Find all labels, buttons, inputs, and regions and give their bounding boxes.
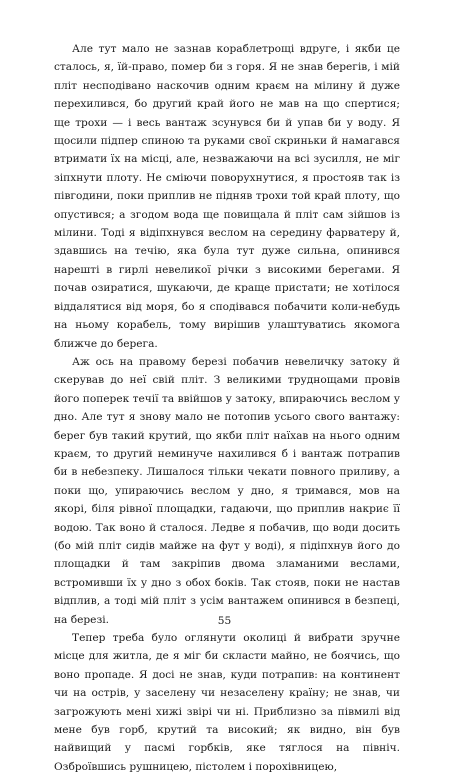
body-text xyxy=(54,40,400,776)
paragraph-1: Але тут мало не зазнав кораблетрощі вдруге, і якби це сталось, я, їй-право, помер би з горя. Я не знав берегів, і мій пліт несподівано наскочив одним краєм на мілину й дуже перехилився, бо другий край його не мав на що спертися; ще трохи — і весь вантаж зсунувся би й упав би у воду. Я щосили підпер спиною та руками свої скриньки й намагався втримати їх на місці, але, незважаючи на всі зусилля, не міг зіпхнути плоту. Не сміючи поворухнутися, я простояв так із півгодини, поки приплив не підняв трохи той край плоту, що опустився; а згодом вода ще повищала й пліт сам зійшов із мілини. Тоді я відіпхнувся веслом на середину фарватеру й, здавшись на течію, яка була тут дуже сильна, опинився нарешті в гирлі невеликої річки з високими берегами. Я почав озиратися, шукаючи, де краще пристати; не хотілося віддалятися від моря, бо я сподівався побачити коли-небудь на ньому корабель, тому вирішив улаштуватись якомога ближче до берега. xyxy=(54,43,400,350)
paragraph-2: Аж ось на правому березі побачив невеличку затоку й скерував до неї свій пліт. З великими труднощами провів його поперек течії та ввійшов у затоку, впираючись веслом у дно. Але тут я знову мало не потопив усього свого вантажу: берег був такий крутий, що якби пліт наїхав на нього одним краєм, то другий неминуче нахилився б і вантаж потрапив би в небезпеку. Лишалося тільки чекати повного приливу, а поки що, упираючись веслом у дно, я тримався, мов на якорі, біля рівної площадки, гадаючи, що приплив накриє її водою. Так воно й сталося. Ледве я побачив, що води досить (бо мій пліт сидів майже на фут у воді), я підіпхнув його до площадки й там закріпив двома зламаними веслами, встромивши їх у дно з обох боків. Так стояв, поки не настав відплив, а тоді мій пліт з усім вантажем опинився в безпеці, на березі. xyxy=(54,355,400,626)
paragraph-3: Тепер треба було оглянути околиці й вибрати зручне місце для житла, де я міг би скласти майно, не боячись, що воно пропаде. Я досі не знав, куди потрапив: на континент чи на острів, у заселену чи незаселену країну; не знав, чи загрожують мені хижі звірі чи ні. Приблизно за півмилі від мене був горб, крутий та високий; як видно, він був найвищий у пасмі горбків, яке тяглося на північ. Озброївшись рушницею, пістолем і порохівницею, xyxy=(54,632,400,773)
page-number: 55 xyxy=(217,615,232,627)
